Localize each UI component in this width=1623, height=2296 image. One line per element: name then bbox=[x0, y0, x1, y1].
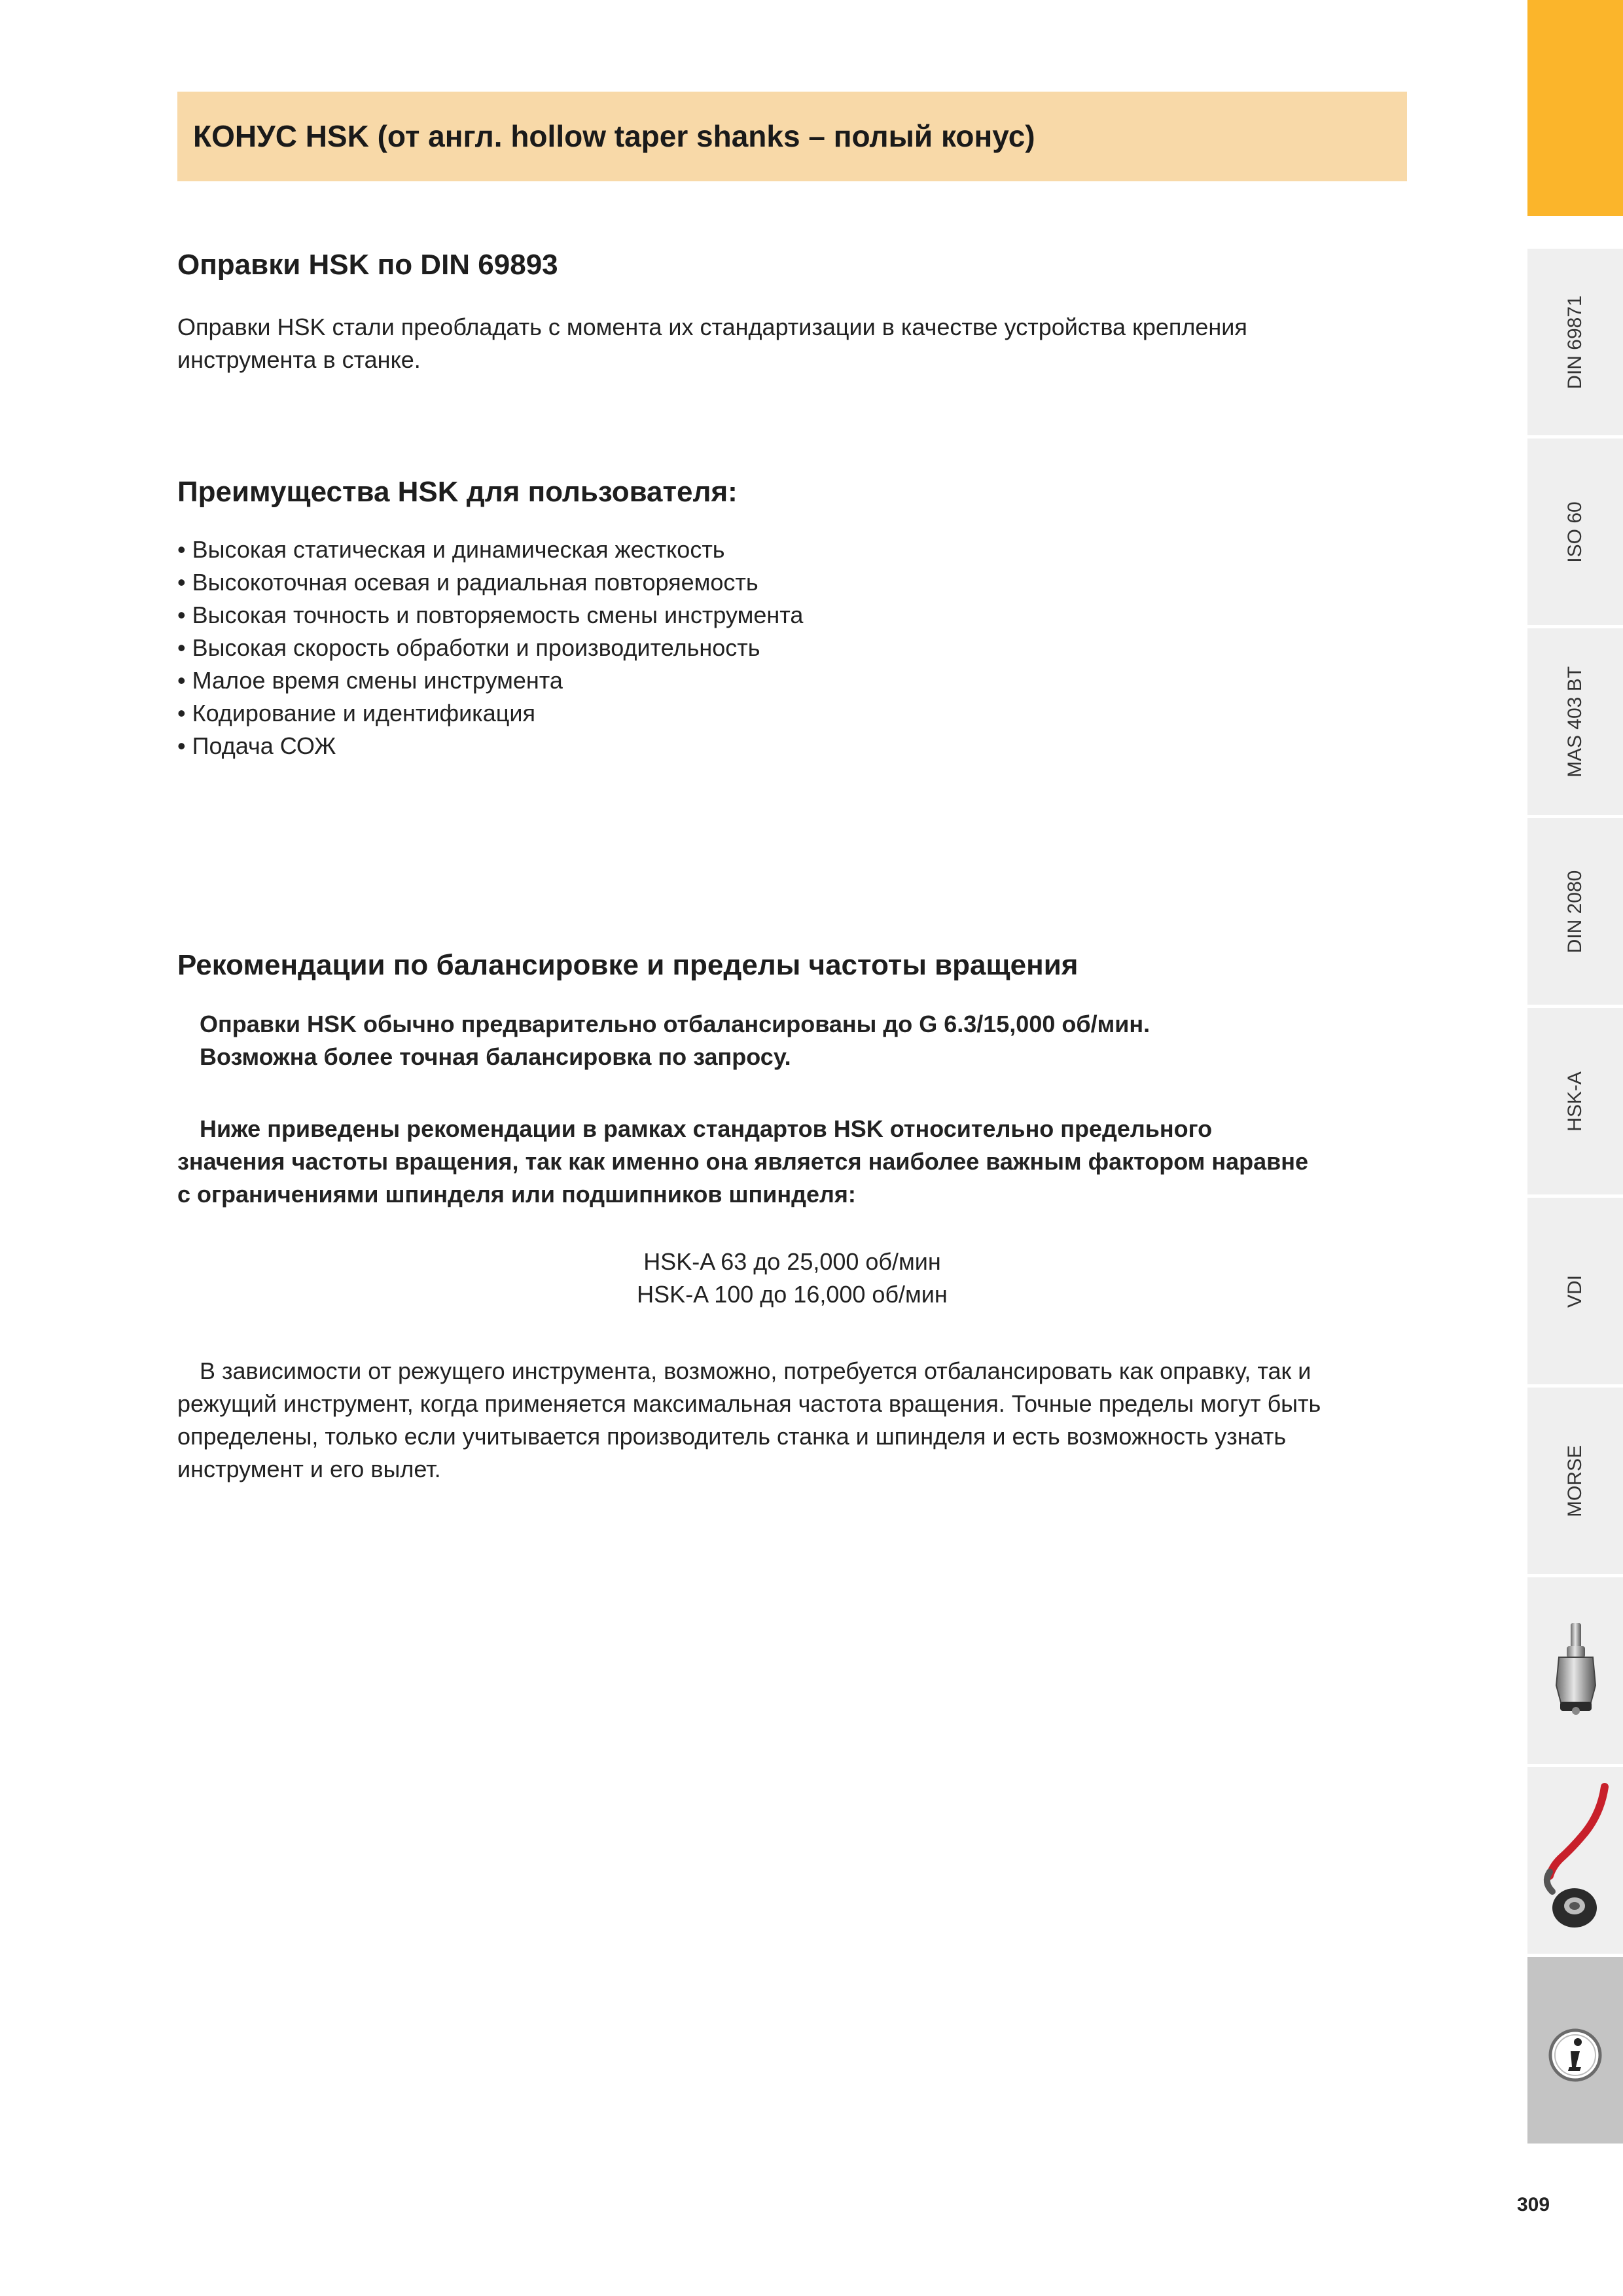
tab-drill-chuck[interactable] bbox=[1527, 1575, 1623, 1764]
paragraph-line: инструмента в станке. bbox=[177, 346, 421, 373]
info-icon bbox=[1527, 1957, 1623, 2145]
paragraph-line: определены, только если учитывается производитель станка и шпинделя и есть возможность узнать bbox=[177, 1423, 1287, 1450]
closing-paragraph bbox=[177, 1355, 1321, 1486]
tab-label: ISO 60 bbox=[1564, 501, 1586, 563]
tab-label: HSK-A bbox=[1564, 1071, 1586, 1132]
tab-wrench-nut[interactable] bbox=[1527, 1765, 1623, 1954]
section-heading-advantages: Преимущества HSK для пользователя: bbox=[177, 476, 738, 508]
paragraph-line: с ограничениями шпинделя или подшипников шпинделя: bbox=[177, 1181, 856, 1208]
paragraph-line: Ниже приведены рекомендации в рамках стандартов HSK относительно предельного bbox=[200, 1115, 1213, 1142]
list-item: • Кодирование и идентификация bbox=[177, 700, 535, 726]
paragraph-line: Оправки HSK обычно предварительно отбалансированы до G 6.3/15,000 об/мин. bbox=[200, 1011, 1150, 1037]
list-item: • Высокая точность и повторяемость смены инструмента bbox=[177, 601, 804, 628]
header-band bbox=[177, 92, 1407, 181]
section-intro-paragraph bbox=[177, 311, 1247, 376]
tab-iso-60[interactable] bbox=[1527, 437, 1623, 625]
speed-limits bbox=[177, 1246, 1407, 1311]
paragraph-line: значения частоты вращения, так как именно она является наиболее важным фактором наравне bbox=[177, 1148, 1309, 1175]
list-item: • Высокая статическая и динамическая жесткость bbox=[177, 536, 725, 563]
paragraph-line: режущий инструмент, когда применяется максимальная частота вращения. Точные пределы могут быть bbox=[177, 1390, 1321, 1417]
speed-limit-line: HSK-A 100 до 16,000 об/мин bbox=[637, 1281, 948, 1308]
tab-hsk-a[interactable] bbox=[1527, 1006, 1623, 1194]
list-item: • Высокоточная осевая и радиальная повторяемость bbox=[177, 569, 758, 596]
paragraph-line: В зависимости от режущего инструмента, возможно, потребуется отбалансировать как оправку, так и bbox=[200, 1357, 1311, 1384]
tab-din-69871[interactable] bbox=[1527, 247, 1623, 435]
tab-label: MORSE bbox=[1564, 1444, 1586, 1517]
paragraph-line: инструмент и его вылет. bbox=[177, 1456, 441, 1482]
speed-limit-line: HSK-A 63 до 25,000 об/мин bbox=[643, 1248, 941, 1275]
tab-label: DIN 2080 bbox=[1564, 870, 1586, 953]
advantages-list bbox=[177, 533, 803, 762]
tab-din-2080[interactable] bbox=[1527, 816, 1623, 1005]
page-number: 309 bbox=[1517, 2194, 1550, 2215]
tab-label: MAS 403 BT bbox=[1564, 666, 1586, 778]
tab-info[interactable] bbox=[1527, 1955, 1623, 2144]
list-item: • Подача СОЖ bbox=[177, 732, 336, 759]
speed-recommendation-paragraph bbox=[177, 1113, 1308, 1211]
tab-mas-403-bt[interactable] bbox=[1527, 626, 1623, 815]
paragraph-line: Возможна более точная балансировка по запросу. bbox=[200, 1043, 791, 1070]
paragraph-line: Оправки HSK стали преобладать с момента их стандартизации в качестве устройства крепления bbox=[177, 314, 1247, 340]
page-title: КОНУС HSK (от англ. hollow taper shanks – полый конус) bbox=[193, 119, 1035, 153]
list-item: • Малое время смены инструмента bbox=[177, 667, 563, 694]
drill-chuck-icon bbox=[1527, 1577, 1623, 1766]
balancing-note bbox=[200, 1008, 1150, 1073]
tab-vdi[interactable] bbox=[1527, 1196, 1623, 1384]
list-item: • Высокая скорость обработки и производительность bbox=[177, 634, 760, 661]
section-heading-balancing: Рекомендации по балансировке и пределы частоты вращения bbox=[177, 949, 1079, 981]
tab-label: VDI bbox=[1564, 1274, 1586, 1308]
section-heading-din69893: Оправки HSK по DIN 69893 bbox=[177, 249, 558, 281]
accent-tab bbox=[1527, 0, 1623, 216]
tab-morse[interactable] bbox=[1527, 1386, 1623, 1574]
wrench-and-nut-icon bbox=[1527, 1767, 1623, 1956]
tab-label: DIN 69871 bbox=[1564, 295, 1586, 389]
